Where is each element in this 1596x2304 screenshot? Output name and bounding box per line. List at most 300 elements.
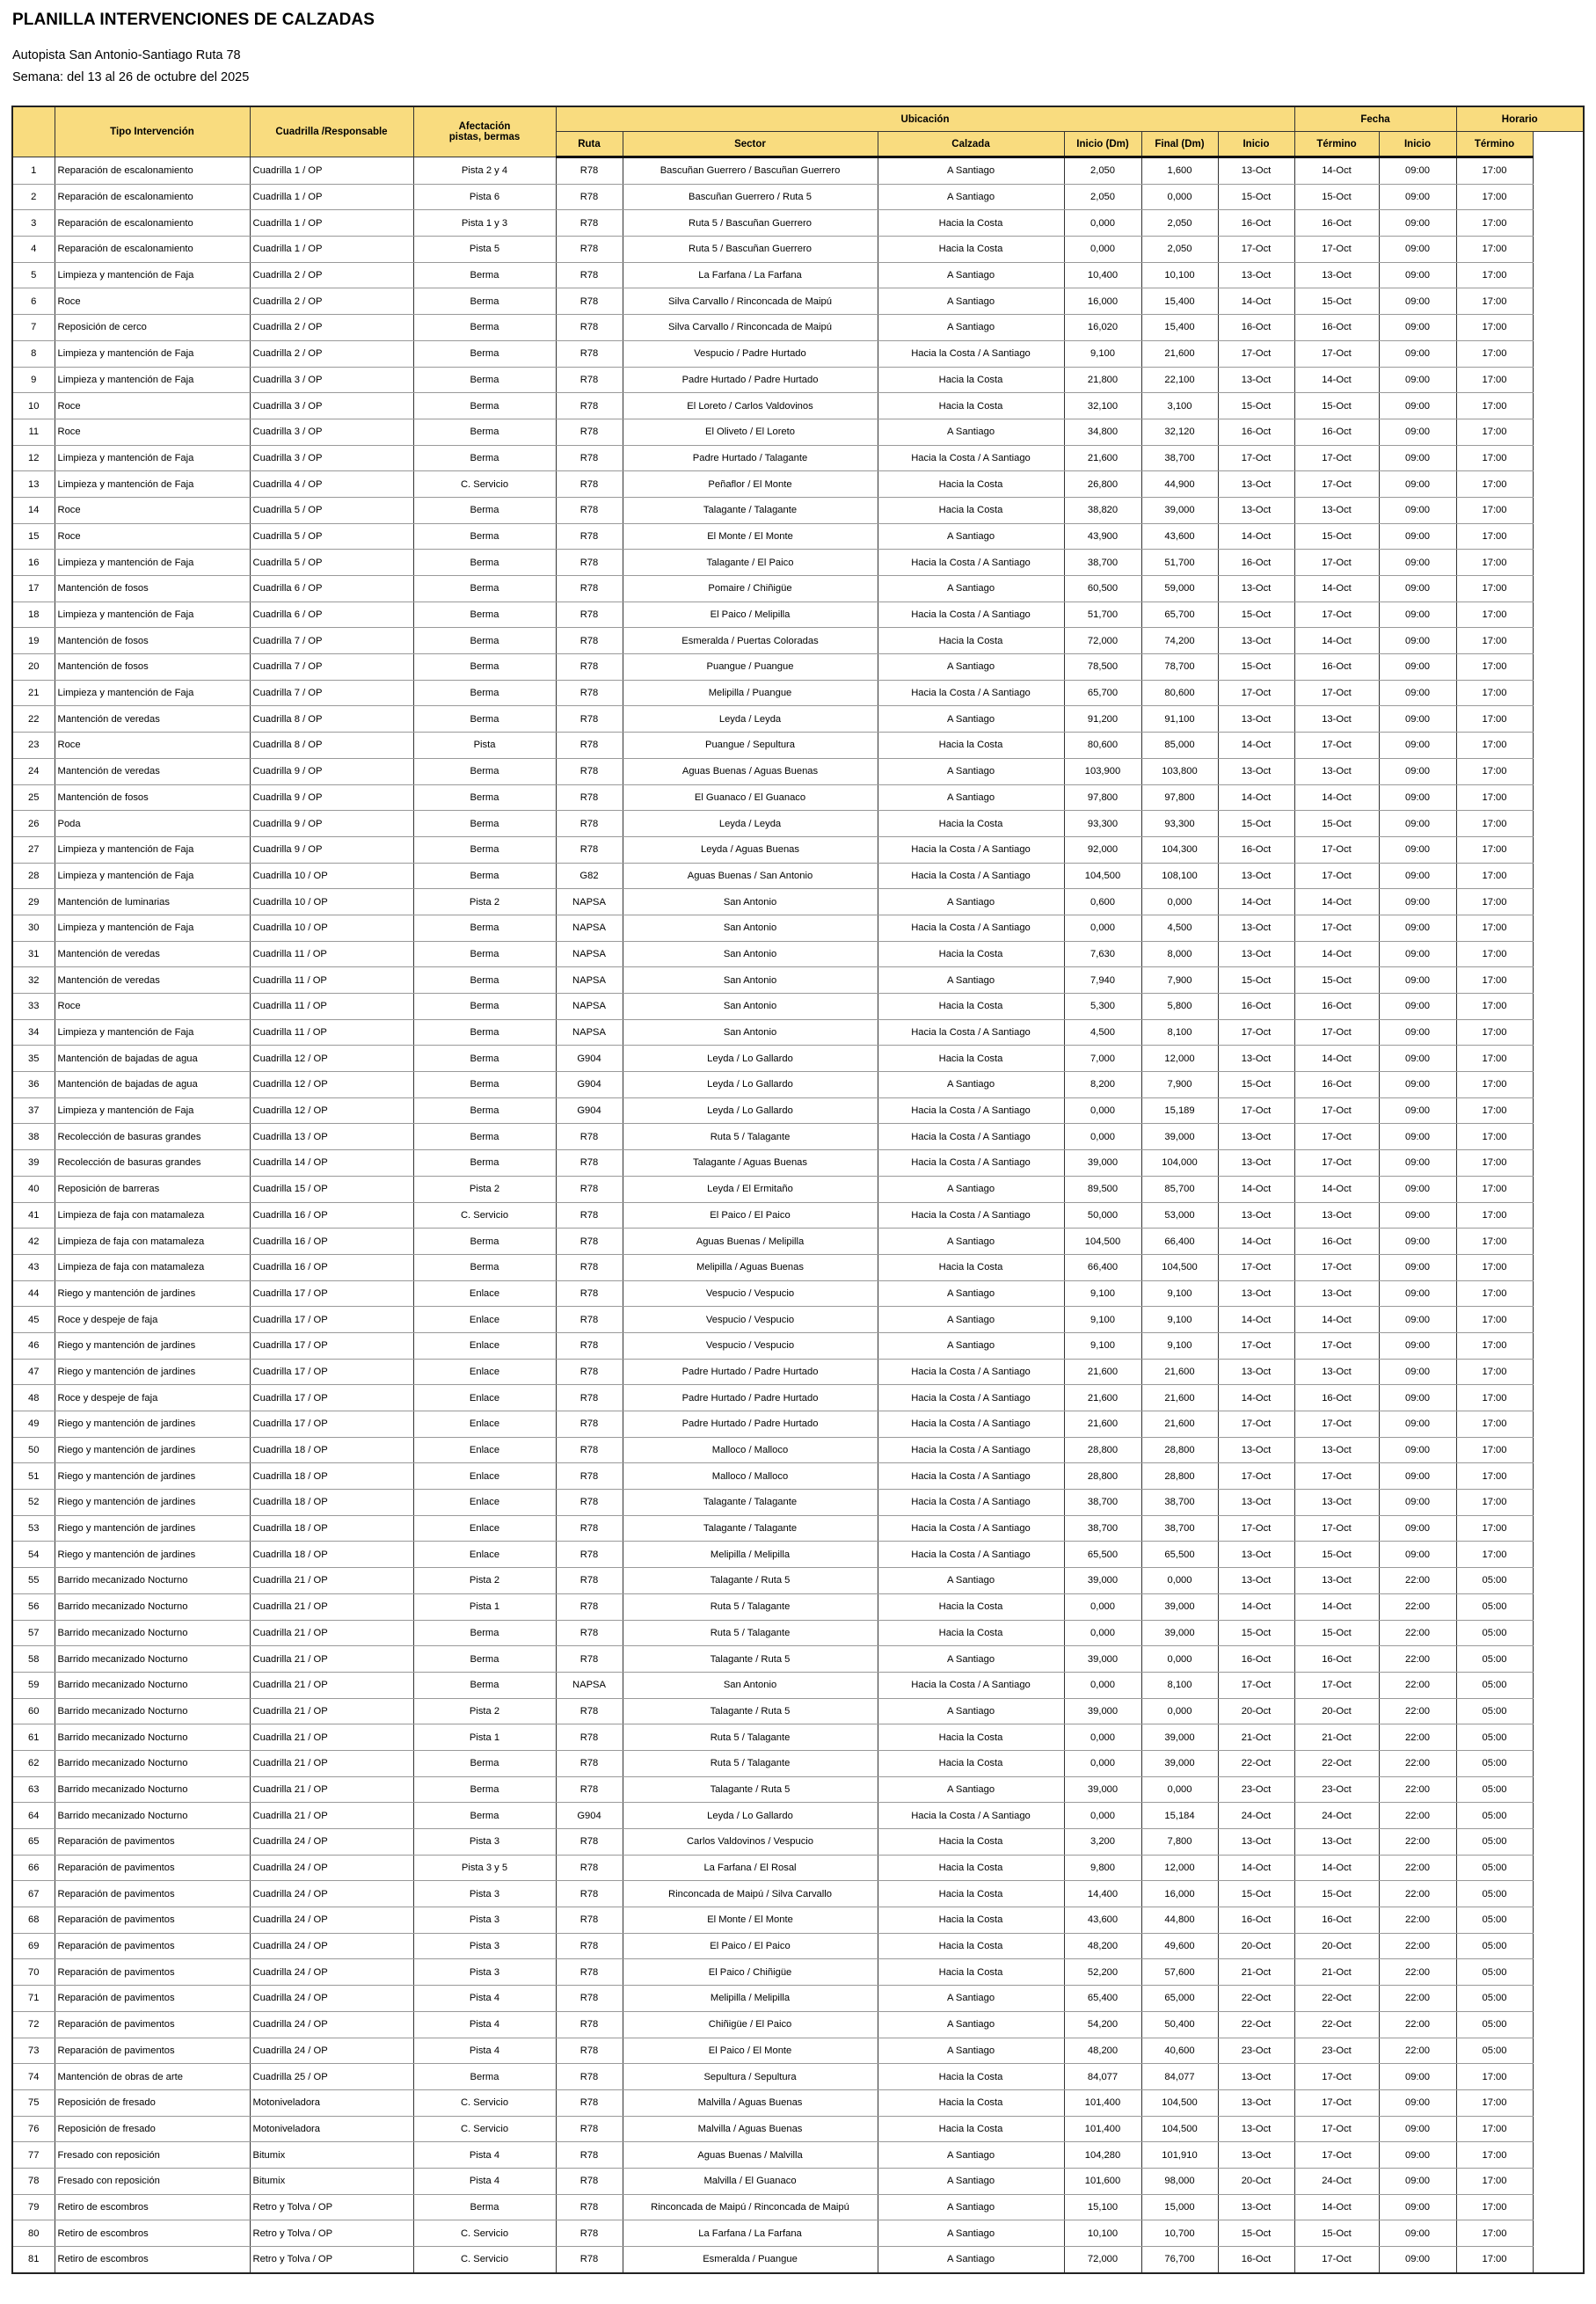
cell-calzada: Hacia la Costa [878,628,1064,654]
cell-tipo: Barrido mecanizado Nocturno [55,1803,250,1829]
cell-n: 12 [12,445,55,471]
cell-n: 79 [12,2194,55,2220]
cell-ruta: R78 [556,288,623,315]
cell-tipo: Riego y mantención de jardines [55,1411,250,1438]
cell-hora-termino: 17:00 [1456,1490,1533,1516]
cell-hora-inicio: 09:00 [1379,576,1456,602]
cell-hora-termino: 05:00 [1456,1986,1533,2012]
cell-fecha-inicio: 22-Oct [1218,1750,1294,1776]
cell-afectacion: Berma [413,1254,556,1280]
cell-ruta: R78 [556,654,623,681]
cell-inicio-dm: 38,700 [1064,1490,1141,1516]
cell-ruta: R78 [556,628,623,654]
cell-ruta: G82 [556,863,623,889]
cell-calzada: Hacia la Costa / A Santiago [878,863,1064,889]
cell-fecha-termino: 15-Oct [1294,967,1379,994]
cell-inicio-dm: 48,200 [1064,1933,1141,1959]
cell-afectacion: Pista 4 [413,2142,556,2169]
cell-calzada: Hacia la Costa / A Santiago [878,680,1064,706]
cell-sector: Leyda / Lo Gallardo [623,1072,878,1098]
table-body [12,157,1584,2273]
cell-final-dm: 44,800 [1141,1907,1218,1934]
cell-hora-inicio: 09:00 [1379,315,1456,341]
table-row [12,2011,1584,2038]
cell-fecha-inicio: 20-Oct [1218,1698,1294,1724]
cell-final-dm: 8,100 [1141,1672,1218,1698]
cell-hora-termino: 17:00 [1456,967,1533,994]
cell-fecha-termino: 13-Oct [1294,1437,1379,1463]
table-row [12,706,1584,733]
cell-hora-termino: 17:00 [1456,889,1533,915]
cell-afectacion: C. Servicio [413,2116,556,2142]
cell-afectacion: Berma [413,419,556,445]
cell-hora-termino: 17:00 [1456,288,1533,315]
cell-inicio-dm: 26,800 [1064,471,1141,498]
cell-fecha-termino: 14-Oct [1294,784,1379,811]
cell-calzada: A Santiago [878,1332,1064,1359]
cell-cuadrilla: Cuadrilla 3 / OP [250,393,413,419]
cell-n: 26 [12,811,55,837]
cell-calzada: A Santiago [878,1176,1064,1202]
cell-tipo: Reparación de pavimentos [55,1959,250,1986]
cell-hora-inicio: 22:00 [1379,1803,1456,1829]
table-row [12,1437,1584,1463]
cell-sector: Puangue / Sepultura [623,733,878,759]
col-afectacion-line1: Afectación [458,121,511,132]
cell-final-dm: 15,000 [1141,2194,1218,2220]
cell-tipo: Limpieza y mantención de Faja [55,1097,250,1124]
cell-inicio-dm: 39,000 [1064,1776,1141,1803]
cell-afectacion: Berma [413,1072,556,1098]
cell-hora-termino: 17:00 [1456,2247,1533,2273]
cell-n: 44 [12,1280,55,1307]
cell-inicio-dm: 72,000 [1064,2247,1141,2273]
cell-fecha-termino: 14-Oct [1294,1307,1379,1333]
cell-hora-termino: 17:00 [1456,758,1533,784]
cell-hora-inicio: 09:00 [1379,550,1456,576]
cell-fecha-termino: 17-Oct [1294,2142,1379,2169]
cell-afectacion: Berma [413,1750,556,1776]
cell-fecha-inicio: 13-Oct [1218,1437,1294,1463]
cell-hora-inicio: 09:00 [1379,1019,1456,1046]
cell-final-dm: 39,000 [1141,1724,1218,1751]
table-row [12,1881,1584,1907]
cell-inicio-dm: 9,100 [1064,1280,1141,1307]
cell-tipo: Limpieza y mantención de Faja [55,863,250,889]
cell-sector: Talagante / Aguas Buenas [623,1150,878,1177]
cell-fecha-termino: 24-Oct [1294,2168,1379,2194]
table-row [12,550,1584,576]
table-row [12,784,1584,811]
cell-n: 20 [12,654,55,681]
cell-fecha-termino: 17-Oct [1294,1411,1379,1438]
cell-hora-inicio: 22:00 [1379,1698,1456,1724]
cell-ruta: R78 [556,393,623,419]
cell-final-dm: 12,000 [1141,1046,1218,1072]
cell-fecha-inicio: 14-Oct [1218,288,1294,315]
cell-inicio-dm: 7,630 [1064,941,1141,967]
cell-sector: Malvilla / Aguas Buenas [623,2116,878,2142]
cell-fecha-termino: 13-Oct [1294,1490,1379,1516]
cell-hora-termino: 17:00 [1456,680,1533,706]
cell-cuadrilla: Cuadrilla 10 / OP [250,915,413,941]
cell-n: 66 [12,1855,55,1881]
cell-fecha-inicio: 13-Oct [1218,1124,1294,1150]
cell-fecha-inicio: 13-Oct [1218,706,1294,733]
cell-n: 24 [12,758,55,784]
cell-final-dm: 0,000 [1141,1698,1218,1724]
table-row [12,654,1584,681]
cell-tipo: Mantención de veredas [55,967,250,994]
cell-afectacion: Enlace [413,1542,556,1568]
table-row [12,1490,1584,1516]
cell-fecha-inicio: 15-Oct [1218,654,1294,681]
cell-n: 17 [12,576,55,602]
table-row [12,1046,1584,1072]
table-row [12,288,1584,315]
cell-afectacion: Pista 3 [413,1881,556,1907]
cell-hora-termino: 17:00 [1456,523,1533,550]
cell-cuadrilla: Cuadrilla 17 / OP [250,1411,413,1438]
cell-hora-inicio: 09:00 [1379,1542,1456,1568]
cell-final-dm: 57,600 [1141,1959,1218,1986]
cell-tipo: Barrido mecanizado Nocturno [55,1776,250,1803]
table-row [12,1019,1584,1046]
table-row [12,836,1584,863]
cell-n: 28 [12,863,55,889]
cell-sector: Aguas Buenas / Aguas Buenas [623,758,878,784]
cell-hora-inicio: 09:00 [1379,1046,1456,1072]
cell-fecha-termino: 17-Oct [1294,1463,1379,1490]
cell-fecha-inicio: 16-Oct [1218,550,1294,576]
cell-ruta: R78 [556,1515,623,1542]
table-row [12,393,1584,419]
table-row [12,1698,1584,1724]
cell-final-dm: 84,077 [1141,2064,1218,2090]
cell-hora-termino: 17:00 [1456,2064,1533,2090]
cell-final-dm: 0,000 [1141,184,1218,210]
cell-cuadrilla: Cuadrilla 18 / OP [250,1463,413,1490]
cell-ruta: R78 [556,1385,623,1411]
cell-calzada: A Santiago [878,419,1064,445]
cell-inicio-dm: 38,700 [1064,550,1141,576]
cell-calzada: A Santiago [878,1229,1064,1255]
cell-calzada: Hacia la Costa / A Santiago [878,1672,1064,1698]
cell-afectacion: Enlace [413,1437,556,1463]
cell-afectacion: C. Servicio [413,1202,556,1229]
table-row [12,2038,1584,2064]
cell-calzada: Hacia la Costa / A Santiago [878,1803,1064,1829]
cell-inicio-dm: 104,500 [1064,863,1141,889]
cell-final-dm: 43,600 [1141,523,1218,550]
cell-inicio-dm: 0,600 [1064,889,1141,915]
cell-n: 73 [12,2038,55,2064]
cell-sector: Padre Hurtado / Padre Hurtado [623,1385,878,1411]
cell-calzada: A Santiago [878,2194,1064,2220]
cell-tipo: Limpieza y mantención de Faja [55,262,250,288]
cell-calzada: A Santiago [878,706,1064,733]
cell-cuadrilla: Cuadrilla 21 / OP [250,1724,413,1751]
cell-inicio-dm: 43,600 [1064,1907,1141,1934]
cell-calzada: A Santiago [878,1280,1064,1307]
cell-cuadrilla: Retro y Tolva / OP [250,2194,413,2220]
cell-hora-inicio: 09:00 [1379,1515,1456,1542]
cell-inicio-dm: 4,500 [1064,1019,1141,1046]
cell-tipo: Limpieza y mantención de Faja [55,680,250,706]
table-row [12,967,1584,994]
cell-final-dm: 38,700 [1141,1515,1218,1542]
cell-afectacion: Pista 2 [413,1568,556,1594]
cell-inicio-dm: 0,000 [1064,1593,1141,1620]
cell-fecha-inicio: 13-Oct [1218,628,1294,654]
cell-fecha-termino: 14-Oct [1294,1855,1379,1881]
cell-calzada: Hacia la Costa [878,1620,1064,1646]
cell-inicio-dm: 39,000 [1064,1698,1141,1724]
cell-inicio-dm: 34,800 [1064,419,1141,445]
cell-tipo: Limpieza y mantención de Faja [55,445,250,471]
cell-calzada: Hacia la Costa / A Santiago [878,1359,1064,1385]
cell-final-dm: 15,184 [1141,1803,1218,1829]
cell-final-dm: 15,400 [1141,315,1218,341]
cell-sector: Malvilla / Aguas Buenas [623,2089,878,2116]
cell-afectacion: Berma [413,1803,556,1829]
cell-inicio-dm: 80,600 [1064,733,1141,759]
cell-fecha-inicio: 13-Oct [1218,941,1294,967]
cell-calzada: A Santiago [878,262,1064,288]
cell-inicio-dm: 101,400 [1064,2089,1141,2116]
cell-afectacion: C. Servicio [413,2089,556,2116]
cell-tipo: Reparación de escalonamiento [55,210,250,237]
table-row [12,2168,1584,2194]
cell-ruta: G904 [556,1803,623,1829]
cell-cuadrilla: Cuadrilla 1 / OP [250,184,413,210]
cell-sector: Bascuñan Guerrero / Ruta 5 [623,184,878,210]
cell-fecha-inicio: 13-Oct [1218,2142,1294,2169]
cell-hora-inicio: 09:00 [1379,157,1456,185]
cell-cuadrilla: Cuadrilla 6 / OP [250,576,413,602]
cell-cuadrilla: Cuadrilla 4 / OP [250,471,413,498]
cell-hora-termino: 05:00 [1456,1881,1533,1907]
cell-tipo: Roce [55,994,250,1020]
cell-n: 37 [12,1097,55,1124]
cell-fecha-inicio: 20-Oct [1218,1933,1294,1959]
cell-final-dm: 9,100 [1141,1307,1218,1333]
cell-inicio-dm: 15,100 [1064,2194,1141,2220]
cell-ruta: R78 [556,523,623,550]
table-row [12,419,1584,445]
cell-fecha-inicio: 17-Oct [1218,1463,1294,1490]
cell-calzada: Hacia la Costa / A Santiago [878,1515,1064,1542]
cell-afectacion: Berma [413,340,556,367]
cell-afectacion: Pista 3 [413,1959,556,1986]
cell-hora-inicio: 09:00 [1379,602,1456,628]
cell-final-dm: 65,000 [1141,1986,1218,2012]
cell-afectacion: Enlace [413,1515,556,1542]
cell-tipo: Mantención de fosos [55,784,250,811]
cell-fecha-inicio: 16-Oct [1218,994,1294,1020]
cell-cuadrilla: Cuadrilla 10 / OP [250,889,413,915]
cell-ruta: G904 [556,1072,623,1098]
cell-calzada: Hacia la Costa [878,2089,1064,2116]
cell-sector: Puangue / Puangue [623,654,878,681]
cell-ruta: R78 [556,497,623,523]
cell-hora-termino: 17:00 [1456,1463,1533,1490]
cell-tipo: Reposición de fresado [55,2116,250,2142]
cell-fecha-termino: 22-Oct [1294,1750,1379,1776]
table-row [12,994,1584,1020]
cell-hora-inicio: 09:00 [1379,1097,1456,1124]
cell-hora-inicio: 09:00 [1379,1176,1456,1202]
cell-hora-inicio: 09:00 [1379,1229,1456,1255]
cell-n: 18 [12,602,55,628]
cell-tipo: Roce y despeje de faja [55,1385,250,1411]
cell-hora-inicio: 09:00 [1379,2220,1456,2247]
cell-fecha-inicio: 13-Oct [1218,1046,1294,1072]
cell-hora-inicio: 09:00 [1379,994,1456,1020]
cell-calzada: A Santiago [878,2220,1064,2247]
cell-final-dm: 65,500 [1141,1542,1218,1568]
cell-calzada: A Santiago [878,654,1064,681]
cell-hora-inicio: 09:00 [1379,941,1456,967]
cell-calzada: Hacia la Costa / A Santiago [878,1150,1064,1177]
cell-n: 56 [12,1593,55,1620]
cell-sector: Leyda / Lo Gallardo [623,1046,878,1072]
cell-calzada: Hacia la Costa / A Santiago [878,550,1064,576]
cell-calzada: Hacia la Costa / A Santiago [878,340,1064,367]
cell-afectacion: Berma [413,367,556,393]
cell-inicio-dm: 52,200 [1064,1959,1141,1986]
cell-ruta: R78 [556,1411,623,1438]
cell-ruta: R78 [556,2220,623,2247]
cell-inicio-dm: 3,200 [1064,1829,1141,1856]
cell-tipo: Limpieza de faja con matamaleza [55,1202,250,1229]
cell-calzada: Hacia la Costa [878,367,1064,393]
cell-hora-inicio: 09:00 [1379,706,1456,733]
cell-n: 39 [12,1150,55,1177]
cell-calzada: Hacia la Costa [878,1959,1064,1986]
cell-cuadrilla: Cuadrilla 2 / OP [250,315,413,341]
cell-n: 34 [12,1019,55,1046]
cell-final-dm: 97,800 [1141,784,1218,811]
cell-calzada: Hacia la Costa [878,393,1064,419]
cell-fecha-termino: 13-Oct [1294,1280,1379,1307]
cell-fecha-inicio: 13-Oct [1218,1568,1294,1594]
cell-tipo: Reparación de pavimentos [55,2038,250,2064]
cell-sector: Talagante / Ruta 5 [623,1698,878,1724]
cell-calzada: Hacia la Costa [878,471,1064,498]
cell-cuadrilla: Cuadrilla 21 / OP [250,1646,413,1673]
cell-sector: Carlos Valdovinos / Vespucio [623,1829,878,1856]
table-row [12,1593,1584,1620]
table-row [12,576,1584,602]
cell-afectacion: C. Servicio [413,471,556,498]
cell-final-dm: 80,600 [1141,680,1218,706]
cell-hora-inicio: 22:00 [1379,2038,1456,2064]
cell-afectacion: Pista 4 [413,2168,556,2194]
cell-fecha-inicio: 23-Oct [1218,2038,1294,2064]
cell-tipo: Reparación de pavimentos [55,1881,250,1907]
cell-hora-inicio: 09:00 [1379,784,1456,811]
table-row [12,1411,1584,1438]
cell-fecha-termino: 15-Oct [1294,2220,1379,2247]
cell-hora-termino: 17:00 [1456,2116,1533,2142]
cell-fecha-inicio: 13-Oct [1218,1490,1294,1516]
cell-hora-inicio: 09:00 [1379,1332,1456,1359]
cell-sector: Sepultura / Sepultura [623,2064,878,2090]
cell-tipo: Reposición de cerco [55,315,250,341]
cell-ruta: R78 [556,1829,623,1856]
cell-n: 8 [12,340,55,367]
cell-final-dm: 104,500 [1141,2089,1218,2116]
col-ruta: Ruta [556,132,623,157]
cell-hora-inicio: 09:00 [1379,811,1456,837]
cell-sector: Bascuñan Guerrero / Bascuñan Guerrero [623,157,878,185]
cell-ruta: R78 [556,1855,623,1881]
table-row [12,1933,1584,1959]
cell-cuadrilla: Cuadrilla 21 / OP [250,1620,413,1646]
cell-calzada: Hacia la Costa / A Santiago [878,1019,1064,1046]
cell-sector: Talagante / Talagante [623,1515,878,1542]
cell-n: 53 [12,1515,55,1542]
cell-fecha-termino: 15-Oct [1294,1620,1379,1646]
cell-fecha-termino: 17-Oct [1294,1332,1379,1359]
cell-hora-termino: 17:00 [1456,210,1533,237]
cell-fecha-inicio: 21-Oct [1218,1959,1294,1986]
cell-tipo: Limpieza y mantención de Faja [55,340,250,367]
cell-ruta: R78 [556,1907,623,1934]
cell-afectacion: Berma [413,994,556,1020]
cell-final-dm: 7,900 [1141,967,1218,994]
cell-fecha-termino: 13-Oct [1294,758,1379,784]
cell-hora-inicio: 09:00 [1379,1307,1456,1333]
cell-cuadrilla: Cuadrilla 9 / OP [250,784,413,811]
cell-ruta: R78 [556,1568,623,1594]
cell-tipo: Retiro de escombros [55,2247,250,2273]
table-row [12,889,1584,915]
cell-fecha-termino: 14-Oct [1294,157,1379,185]
cell-tipo: Roce [55,523,250,550]
cell-fecha-termino: 16-Oct [1294,1229,1379,1255]
cell-final-dm: 7,900 [1141,1072,1218,1098]
cell-ruta: NAPSA [556,915,623,941]
cell-final-dm: 104,500 [1141,2116,1218,2142]
cell-cuadrilla: Cuadrilla 21 / OP [250,1568,413,1594]
cell-fecha-inicio: 22-Oct [1218,2011,1294,2038]
cell-n: 64 [12,1803,55,1829]
cell-inicio-dm: 101,600 [1064,2168,1141,2194]
cell-afectacion: Berma [413,523,556,550]
cell-n: 16 [12,550,55,576]
cell-hora-termino: 17:00 [1456,1176,1533,1202]
cell-hora-termino: 17:00 [1456,367,1533,393]
table-row [12,680,1584,706]
cell-calzada: A Santiago [878,576,1064,602]
cell-tipo: Barrido mecanizado Nocturno [55,1698,250,1724]
cell-sector: Padre Hurtado / Talagante [623,445,878,471]
cell-cuadrilla: Cuadrilla 7 / OP [250,628,413,654]
cell-calzada: A Santiago [878,157,1064,185]
cell-sector: Padre Hurtado / Padre Hurtado [623,1411,878,1438]
cell-afectacion: Berma [413,706,556,733]
cell-fecha-inicio: 13-Oct [1218,1359,1294,1385]
cell-calzada: Hacia la Costa [878,1750,1064,1776]
cell-cuadrilla: Cuadrilla 17 / OP [250,1307,413,1333]
cell-fecha-inicio: 13-Oct [1218,758,1294,784]
cell-final-dm: 38,700 [1141,1490,1218,1516]
cell-calzada: A Santiago [878,1698,1064,1724]
cell-tipo: Reparación de escalonamiento [55,157,250,185]
cell-afectacion: Berma [413,393,556,419]
